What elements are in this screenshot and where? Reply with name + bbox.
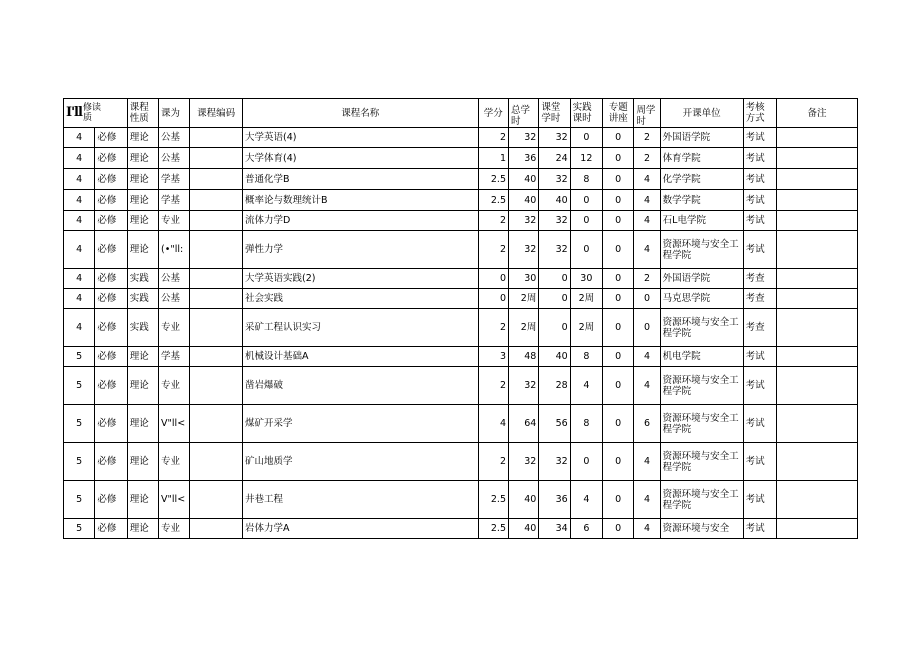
cell-department: 化学学院 (660, 169, 743, 190)
cell-nature: 理论 (127, 405, 158, 443)
cell-category: 专业 (159, 309, 190, 347)
cell-class-hours: 0 (539, 289, 570, 309)
cell-credits: 0 (478, 269, 508, 289)
table-row (64, 405, 858, 443)
cell-total-hours: 32 (508, 231, 538, 269)
header-name: 课程名称 (242, 99, 478, 128)
cell-semester: 5 (64, 481, 95, 519)
cell-category: 专业 (159, 211, 190, 231)
cell-lecture-hours: 0 (603, 481, 634, 519)
table-row (64, 128, 858, 148)
cell-weekly-hours: 6 (634, 405, 660, 443)
cell-category: (•"ll: (159, 231, 190, 269)
cell-lecture-hours: 0 (603, 269, 634, 289)
cell-assessment: 考查 (743, 289, 776, 309)
cell-code (190, 405, 243, 443)
cell-total-hours: 2周 (508, 309, 538, 347)
cell-code (190, 289, 243, 309)
cell-class-hours: 40 (539, 190, 570, 211)
cell-practice-hours: 30 (570, 269, 602, 289)
cell-category: 学基 (159, 169, 190, 190)
cell-lecture-hours: 0 (603, 367, 634, 405)
cell-remarks (776, 443, 857, 481)
cell-nature: 理论 (127, 443, 158, 481)
cell-category: 公基 (159, 148, 190, 169)
cell-class-hours: 32 (539, 231, 570, 269)
cell-class-hours: 40 (539, 347, 570, 367)
cell-total-hours: 48 (508, 347, 538, 367)
cell-department: 资源环境与安全 (660, 519, 743, 539)
cell-remarks (776, 481, 857, 519)
cell-department: 机电学院 (660, 347, 743, 367)
cell-category: 专业 (159, 443, 190, 481)
header-required-top: 修读 (82, 103, 101, 113)
cell-remarks (776, 405, 857, 443)
cell-semester: 4 (64, 211, 95, 231)
cell-nature: 理论 (127, 347, 158, 367)
cell-practice-hours: 2周 (570, 289, 602, 309)
cell-code (190, 148, 243, 169)
header-remarks: 备注 (776, 99, 857, 128)
cell-nature: 实践 (127, 289, 158, 309)
cell-weekly-hours: 4 (634, 347, 660, 367)
cell-remarks (776, 289, 857, 309)
cell-weekly-hours: 4 (634, 481, 660, 519)
cell-category: 学基 (159, 347, 190, 367)
cell-lecture-hours: 0 (603, 347, 634, 367)
cell-lecture-hours: 0 (603, 309, 634, 347)
cell-code (190, 519, 243, 539)
table-row (64, 367, 858, 405)
cell-category: V"ll< (159, 405, 190, 443)
cell-department: 资源环境与安全工程学院 (660, 405, 743, 443)
table-row (64, 211, 858, 231)
cell-assessment: 考试 (743, 231, 776, 269)
cell-required: 必修 (95, 169, 127, 190)
cell-course-name: 概率论与数理统计B (242, 190, 478, 211)
cell-class-hours: 32 (539, 128, 570, 148)
cell-lecture-hours: 0 (603, 519, 634, 539)
cell-class-hours: 0 (539, 269, 570, 289)
cell-weekly-hours: 0 (634, 309, 660, 347)
cell-credits: 2 (478, 309, 508, 347)
table-row (64, 169, 858, 190)
header-nature: 课程性质 (127, 99, 158, 128)
cell-remarks (776, 519, 857, 539)
cell-credits: 2 (478, 367, 508, 405)
cell-department: 资源环境与安全工程学院 (660, 309, 743, 347)
cell-course-name: 机械设计基础A (242, 347, 478, 367)
cell-practice-hours: 8 (570, 169, 602, 190)
cell-total-hours: 32 (508, 211, 538, 231)
cell-course-name: 大学体育(4) (242, 148, 478, 169)
cell-practice-hours: 8 (570, 347, 602, 367)
cell-nature: 实践 (127, 309, 158, 347)
header-semester-glyph: I'll (66, 104, 82, 120)
cell-practice-hours: 4 (570, 481, 602, 519)
cell-department: 资源环境与安全工程学院 (660, 367, 743, 405)
cell-practice-hours: 2周 (570, 309, 602, 347)
cell-course-name: 凿岩爆破 (242, 367, 478, 405)
cell-course-name: 弹性力学 (242, 231, 478, 269)
cell-weekly-hours: 4 (634, 443, 660, 481)
cell-credits: 2.5 (478, 190, 508, 211)
cell-course-name: 采矿工程认识实习 (242, 309, 478, 347)
header-practice-hours: 实践课时 (570, 99, 602, 128)
cell-total-hours: 40 (508, 190, 538, 211)
header-semester-required (64, 99, 128, 128)
cell-lecture-hours: 0 (603, 169, 634, 190)
cell-class-hours: 24 (539, 148, 570, 169)
header-department: 开课单位 (660, 99, 743, 128)
cell-required: 必修 (95, 190, 127, 211)
cell-required: 必修 (95, 367, 127, 405)
cell-weekly-hours: 4 (634, 519, 660, 539)
cell-class-hours: 32 (539, 443, 570, 481)
header-total-hours: 总学时 (508, 99, 538, 128)
cell-code (190, 211, 243, 231)
cell-lecture-hours: 0 (603, 190, 634, 211)
cell-total-hours: 36 (508, 148, 538, 169)
cell-remarks (776, 269, 857, 289)
cell-required: 必修 (95, 443, 127, 481)
cell-assessment: 考试 (743, 405, 776, 443)
cell-assessment: 考查 (743, 269, 776, 289)
cell-credits: 2.5 (478, 169, 508, 190)
cell-code (190, 128, 243, 148)
cell-weekly-hours: 4 (634, 190, 660, 211)
cell-weekly-hours: 4 (634, 211, 660, 231)
cell-semester: 4 (64, 231, 95, 269)
cell-weekly-hours: 2 (634, 269, 660, 289)
cell-lecture-hours: 0 (603, 443, 634, 481)
cell-code (190, 190, 243, 211)
cell-credits: 0 (478, 289, 508, 309)
cell-lecture-hours: 0 (603, 128, 634, 148)
cell-department: 数学学院 (660, 190, 743, 211)
cell-code (190, 481, 243, 519)
cell-department: 外国语学院 (660, 269, 743, 289)
cell-course-name: 普通化学B (242, 169, 478, 190)
cell-credits: 4 (478, 405, 508, 443)
cell-assessment: 考试 (743, 443, 776, 481)
cell-practice-hours: 0 (570, 443, 602, 481)
cell-lecture-hours: 0 (603, 405, 634, 443)
cell-category: 公基 (159, 289, 190, 309)
cell-required: 必修 (95, 289, 127, 309)
cell-practice-hours: 6 (570, 519, 602, 539)
cell-course-name: 流体力学D (242, 211, 478, 231)
cell-semester: 4 (64, 309, 95, 347)
cell-course-name: 大学英语(4) (242, 128, 478, 148)
cell-required: 必修 (95, 231, 127, 269)
cell-credits: 2 (478, 443, 508, 481)
cell-assessment: 考试 (743, 169, 776, 190)
cell-required: 必修 (95, 481, 127, 519)
cell-required: 必修 (95, 405, 127, 443)
cell-class-hours: 56 (539, 405, 570, 443)
cell-total-hours: 64 (508, 405, 538, 443)
cell-class-hours: 34 (539, 519, 570, 539)
cell-remarks (776, 190, 857, 211)
table-row (64, 231, 858, 269)
cell-lecture-hours: 0 (603, 231, 634, 269)
cell-semester: 4 (64, 148, 95, 169)
header-category: 课为 (159, 99, 190, 128)
table-row (64, 481, 858, 519)
cell-weekly-hours: 0 (634, 289, 660, 309)
cell-required: 必修 (95, 519, 127, 539)
header-required-bottom: 质 (82, 113, 92, 123)
cell-practice-hours: 0 (570, 231, 602, 269)
cell-required: 必修 (95, 211, 127, 231)
cell-nature: 实践 (127, 269, 158, 289)
cell-category: 公基 (159, 269, 190, 289)
table-row (64, 443, 858, 481)
cell-category: 学基 (159, 190, 190, 211)
cell-course-name: 大学英语实践(2) (242, 269, 478, 289)
cell-remarks (776, 309, 857, 347)
cell-required: 必修 (95, 128, 127, 148)
cell-category: 专业 (159, 367, 190, 405)
cell-category: V"ll< (159, 481, 190, 519)
cell-department: 外国语学院 (660, 128, 743, 148)
cell-code (190, 367, 243, 405)
cell-course-name: 岩体力学A (242, 519, 478, 539)
cell-semester: 5 (64, 347, 95, 367)
cell-practice-hours: 4 (570, 367, 602, 405)
cell-nature: 理论 (127, 481, 158, 519)
cell-practice-hours: 0 (570, 211, 602, 231)
header-assessment: 考核方式 (743, 99, 776, 128)
cell-total-hours: 40 (508, 519, 538, 539)
cell-class-hours: 36 (539, 481, 570, 519)
header-lecture-hours: 专题讲座 (603, 99, 634, 128)
cell-lecture-hours: 0 (603, 148, 634, 169)
table-row (64, 519, 858, 539)
cell-code (190, 347, 243, 367)
cell-department: 资源环境与安全工程学院 (660, 443, 743, 481)
cell-total-hours: 2周 (508, 289, 538, 309)
cell-required: 必修 (95, 309, 127, 347)
cell-semester: 4 (64, 269, 95, 289)
cell-lecture-hours: 0 (603, 211, 634, 231)
cell-weekly-hours: 2 (634, 148, 660, 169)
cell-total-hours: 32 (508, 367, 538, 405)
cell-weekly-hours: 4 (634, 169, 660, 190)
cell-semester: 4 (64, 289, 95, 309)
cell-assessment: 考查 (743, 309, 776, 347)
cell-department: 资源环境与安全工程学院 (660, 481, 743, 519)
cell-credits: 2 (478, 128, 508, 148)
cell-semester: 4 (64, 169, 95, 190)
cell-code (190, 269, 243, 289)
cell-assessment: 考试 (743, 190, 776, 211)
cell-course-name: 矿山地质学 (242, 443, 478, 481)
cell-remarks (776, 128, 857, 148)
cell-required: 必修 (95, 269, 127, 289)
cell-code (190, 231, 243, 269)
cell-code (190, 443, 243, 481)
table-row (64, 190, 858, 211)
table-row (64, 148, 858, 169)
cell-assessment: 考试 (743, 128, 776, 148)
cell-code (190, 169, 243, 190)
cell-credits: 1 (478, 148, 508, 169)
cell-nature: 理论 (127, 211, 158, 231)
cell-remarks (776, 347, 857, 367)
cell-course-name: 井巷工程 (242, 481, 478, 519)
cell-total-hours: 40 (508, 481, 538, 519)
cell-department: 资源环境与安全工程学院 (660, 231, 743, 269)
cell-credits: 2.5 (478, 481, 508, 519)
cell-credits: 2 (478, 211, 508, 231)
cell-remarks (776, 148, 857, 169)
cell-category: 公基 (159, 128, 190, 148)
cell-required: 必修 (95, 148, 127, 169)
header-weekly-hours: 周学时 (634, 99, 660, 128)
table-body (64, 128, 858, 539)
cell-credits: 3 (478, 347, 508, 367)
cell-practice-hours: 0 (570, 128, 602, 148)
cell-assessment: 考试 (743, 211, 776, 231)
course-schedule-table (63, 98, 858, 539)
cell-course-name: 社会实践 (242, 289, 478, 309)
cell-nature: 理论 (127, 367, 158, 405)
cell-class-hours: 32 (539, 169, 570, 190)
table-row (64, 347, 858, 367)
cell-remarks (776, 211, 857, 231)
cell-category: 专业 (159, 519, 190, 539)
cell-class-hours: 32 (539, 211, 570, 231)
cell-practice-hours: 0 (570, 190, 602, 211)
cell-practice-hours: 12 (570, 148, 602, 169)
cell-code (190, 309, 243, 347)
cell-remarks (776, 231, 857, 269)
cell-nature: 理论 (127, 190, 158, 211)
cell-class-hours: 0 (539, 309, 570, 347)
cell-nature: 理论 (127, 128, 158, 148)
table-row (64, 309, 858, 347)
cell-assessment: 考试 (743, 148, 776, 169)
cell-department: 体育学院 (660, 148, 743, 169)
cell-department: 马克思学院 (660, 289, 743, 309)
cell-assessment: 考试 (743, 519, 776, 539)
cell-assessment: 考试 (743, 367, 776, 405)
cell-total-hours: 40 (508, 169, 538, 190)
cell-nature: 理论 (127, 148, 158, 169)
table-row (64, 289, 858, 309)
cell-credits: 2 (478, 231, 508, 269)
cell-semester: 4 (64, 128, 95, 148)
header-credits: 学分 (478, 99, 508, 128)
cell-required: 必修 (95, 347, 127, 367)
cell-semester: 5 (64, 443, 95, 481)
cell-total-hours: 32 (508, 443, 538, 481)
cell-weekly-hours: 4 (634, 367, 660, 405)
cell-practice-hours: 8 (570, 405, 602, 443)
header-class-hours: 课堂学时 (539, 99, 570, 128)
cell-weekly-hours: 2 (634, 128, 660, 148)
cell-nature: 理论 (127, 231, 158, 269)
cell-total-hours: 32 (508, 128, 538, 148)
cell-semester: 5 (64, 519, 95, 539)
cell-weekly-hours: 4 (634, 231, 660, 269)
cell-nature: 理论 (127, 169, 158, 190)
cell-credits: 2.5 (478, 519, 508, 539)
cell-class-hours: 28 (539, 367, 570, 405)
cell-nature: 理论 (127, 519, 158, 539)
cell-lecture-hours: 0 (603, 289, 634, 309)
cell-assessment: 考试 (743, 481, 776, 519)
cell-remarks (776, 367, 857, 405)
table-row (64, 269, 858, 289)
cell-semester: 4 (64, 190, 95, 211)
header-code: 课程编码 (190, 99, 243, 128)
cell-total-hours: 30 (508, 269, 538, 289)
cell-department: 石L电学院 (660, 211, 743, 231)
cell-semester: 5 (64, 405, 95, 443)
cell-remarks (776, 169, 857, 190)
cell-assessment: 考试 (743, 347, 776, 367)
cell-course-name: 煤矿开采学 (242, 405, 478, 443)
cell-semester: 5 (64, 367, 95, 405)
header-row (64, 99, 858, 128)
